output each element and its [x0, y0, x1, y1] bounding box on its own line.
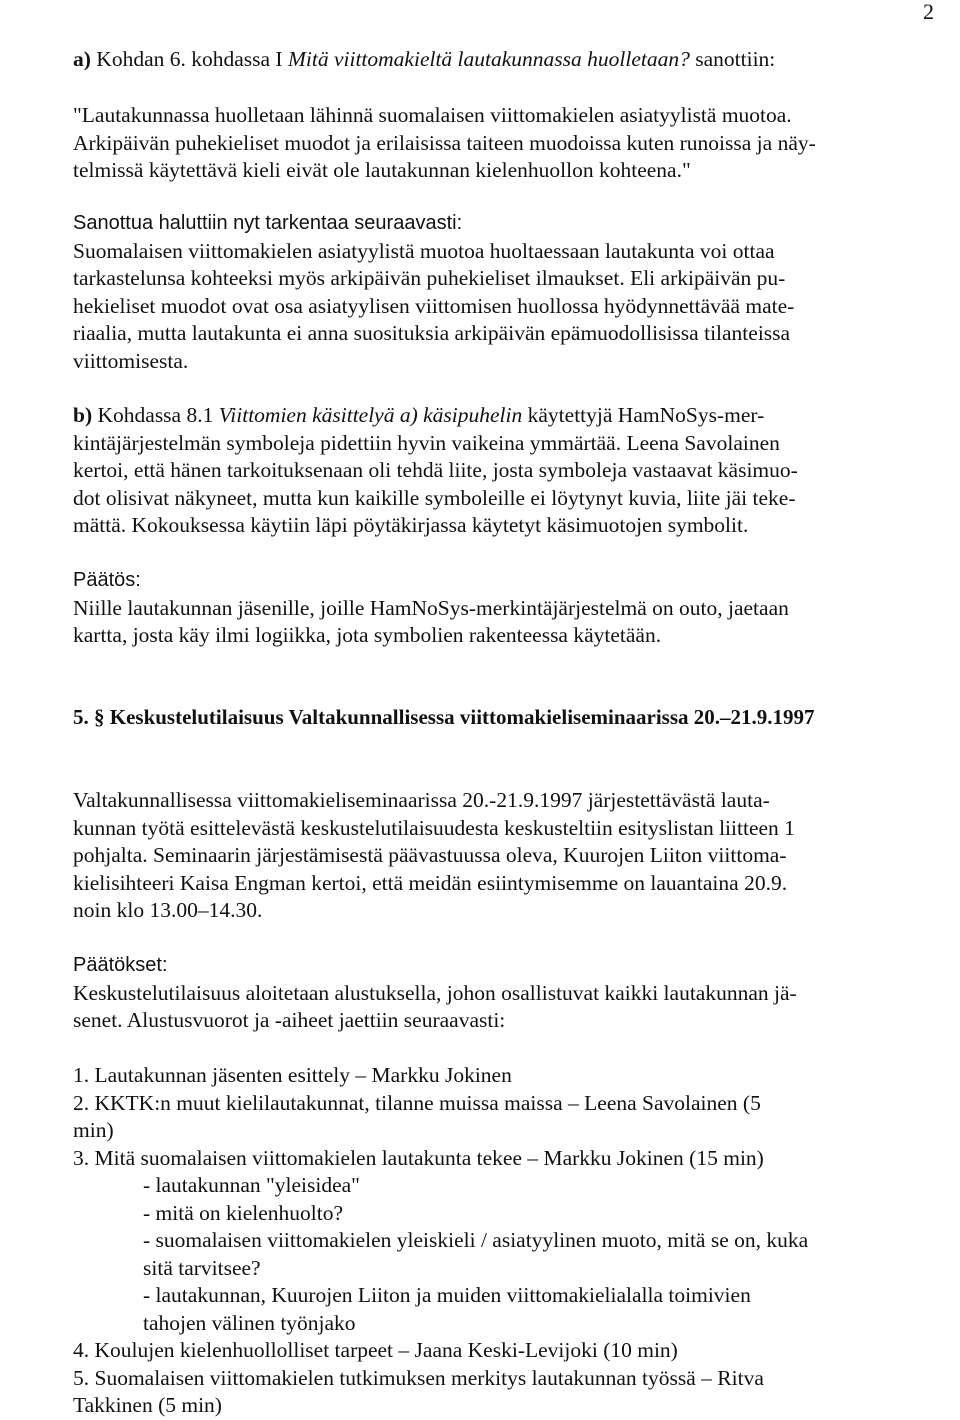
- text-line: dot olisivat näkyneet, mutta kun kaikille symboleille ei löytynyt kuvia, liite jäi teke-: [73, 485, 796, 510]
- text-line: noin klo 13.00–14.30.: [73, 898, 263, 922]
- list-item: 3. Mitä suomalaisen viittomakielen lautakunta tekee – Markku Jokinen (15 min): [73, 1145, 764, 1170]
- text-line: kielisihteeri Kaisa Engman kertoi, että meidän esiintymisemme on lauantaina 20.9.: [73, 870, 788, 895]
- section-b-italic: Viittomien käsittelyä a) käsipuhelin: [218, 403, 523, 427]
- text-line: pohjalta. Seminaarin järjestämisestä päävastuussa oleva, Kuurojen Liiton viittoma-: [73, 843, 787, 867]
- decision-paragraph: [73, 567, 933, 650]
- text-line: kertoi, että hänen tarkoituksenaan oli tehdä liite, josta symboleja vastaavat käsimuo-: [73, 458, 798, 482]
- clarification-label: Sanottua haluttiin nyt tarkentaa seuraavasti:: [73, 212, 463, 234]
- decisions-label: Päätökset:: [73, 954, 168, 976]
- text-line: senet. Alustusvuorot ja -aiheet jaettiin seuraavasti:: [73, 1008, 506, 1032]
- section-a-intro: [73, 46, 933, 74]
- sub-list-item: - lautakunnan "yleisidea": [143, 1173, 360, 1197]
- text-line: tarkastelunsa kohteeksi myös arkipäivän puhekieliset ilmaukset. Eli arkipäivän pu-: [73, 266, 786, 290]
- text-line: hekieliset muodot ovat osa asiatyylisen viittomisen huollossa hyödynnettävää mate-: [73, 293, 795, 318]
- list-item: Takkinen (5 min): [73, 1393, 222, 1417]
- text-line: "Lautakunnassa huolletaan lähinnä suomalaisen viittomakielen asiatyylistä muotoa.: [73, 103, 792, 127]
- sub-list-item: - mitä on kielenhuolto?: [143, 1200, 344, 1225]
- seminar-paragraph: [73, 787, 933, 925]
- sub-list-item: - lautakunnan, Kuurojen Liiton ja muiden viittomakielialalla toimivien: [143, 1283, 751, 1307]
- list-item: 5. Suomalaisen viittomakielen tutkimuksen merkitys lautakunnan työssä – Ritva: [73, 1365, 764, 1390]
- text-line: Niille lautakunnan jäsenille, joille HamNoSys-merkintäjärjestelmä on outo, jaetaan: [73, 595, 789, 620]
- page-number: 2: [923, 0, 934, 24]
- section-b-post: käytettyjä HamNoSys-mer-: [522, 403, 765, 427]
- presentation-list: [73, 1062, 933, 1420]
- text-line: telmissä käytettävä kieli eivät ole lautakunnan kielenhuollon kohteena.": [73, 158, 691, 182]
- section-5-heading-block: [73, 704, 933, 732]
- quote-paragraph: [73, 102, 933, 185]
- text-line: kartta, josta käy ilmi logiikka, jota symbolien rakenteessa käytetään.: [73, 623, 662, 647]
- text-line: Suomalaisen viittomakielen asiatyylistä muotoa huoltaessaan lautakunta voi ottaa: [73, 238, 775, 263]
- sub-list-item: tahojen välinen työnjako: [143, 1310, 356, 1335]
- text-line: kintäjärjestelmän symboleja pidettiin hyvin vaikeina ymmärtää. Leena Savolainen: [73, 430, 780, 455]
- text-line: Arkipäivän puhekieliset muodot ja erilaisissa taiteen muodoissa kuten runoissa ja näy-: [73, 130, 816, 155]
- decisions-paragraph: [73, 952, 933, 1035]
- sub-list-item: - suomalaisen viittomakielen yleiskieli / asiatyylinen muoto, mitä se on, kuka: [143, 1228, 809, 1252]
- section-b-label: b): [73, 403, 93, 427]
- list-item: min): [73, 1118, 114, 1142]
- text-line: viittomisesta.: [73, 348, 189, 373]
- text-line: Keskustelutilaisuus aloitetaan alustuksella, johon osallistuvat kaikki lautakunnan jä-: [73, 980, 797, 1005]
- text-line: kunnan työtä esittelevästä keskustelutilaisuudesta keskusteltiin esityslistan liitteen 1: [73, 815, 795, 840]
- sub-list-item: sitä tarvitsee?: [143, 1255, 261, 1280]
- text-line: Valtakunnallisessa viittomakieliseminaarissa 20.-21.9.1997 järjestettävästä lauta-: [73, 788, 770, 812]
- section-5-heading: 5. § Keskustelutilaisuus Valtakunnallisessa viittomakieliseminaarissa 20.–21.9.1997: [73, 705, 815, 729]
- text-line: riaalia, mutta lautakunta ei anna suosituksia arkipäivän epämuodollisissa tilanteissa: [73, 321, 791, 345]
- section-a-label: a): [73, 47, 91, 71]
- clarification-paragraph: [73, 210, 933, 375]
- list-item: 4. Koulujen kielenhuollolliset tarpeet – Jaana Keski-Levijoki (10 min): [73, 1338, 678, 1362]
- text-line: mättä. Kokouksessa käytiin läpi pöytäkirjassa käytetyt käsimuotojen symbolit.: [73, 513, 749, 537]
- section-b-paragraph: [73, 402, 933, 540]
- section-a-post: sanottiin:: [689, 47, 776, 71]
- section-a-italic: Mitä viittomakieltä lautakunnassa huolletaan?: [287, 47, 690, 71]
- section-a-pre: Kohdan 6. kohdassa I: [90, 47, 288, 71]
- list-item: 2. KKTK:n muut kielilautakunnat, tilanne muissa maissa – Leena Savolainen (5: [73, 1090, 761, 1115]
- section-b-pre: Kohdassa 8.1: [92, 403, 219, 427]
- decision-label: Päätös:: [73, 569, 141, 591]
- list-item: 1. Lautakunnan jäsenten esittely – Markku Jokinen: [73, 1063, 512, 1087]
